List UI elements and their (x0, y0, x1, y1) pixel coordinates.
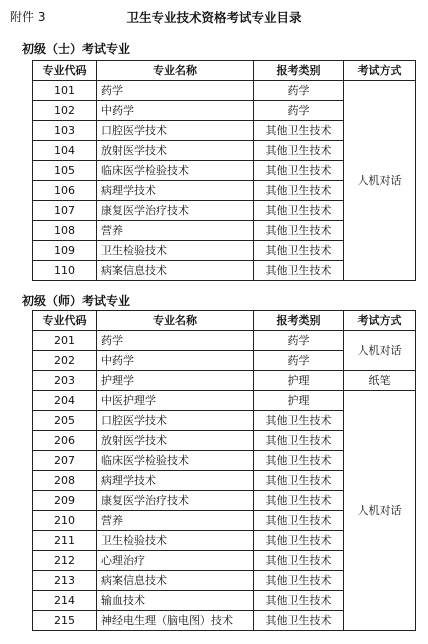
specialty-name: 药学 (97, 81, 254, 101)
specialty-name: 护理学 (97, 371, 254, 391)
specialty-name: 卫生检验技术 (97, 531, 254, 551)
specialty-name: 放射医学技术 (97, 141, 254, 161)
specialty-code: 209 (33, 491, 97, 511)
exam-category: 药学 (254, 101, 344, 121)
specialty-name: 口腔医学技术 (97, 411, 254, 431)
exam-category: 其他卫生技术 (254, 531, 344, 551)
specialty-name: 病案信息技术 (97, 571, 254, 591)
specialty-name: 药学 (97, 331, 254, 351)
specialty-name: 营养 (97, 511, 254, 531)
header-name: 专业名称 (97, 61, 254, 81)
specialty-code: 104 (33, 141, 97, 161)
specialty-code: 214 (33, 591, 97, 611)
exam-table-junior-shi (32, 60, 416, 281)
exam-category: 其他卫生技术 (254, 121, 344, 141)
exam-category: 药学 (254, 81, 344, 101)
exam-category: 其他卫生技术 (254, 571, 344, 591)
specialty-code: 208 (33, 471, 97, 491)
specialty-code: 202 (33, 351, 97, 371)
specialty-code: 215 (33, 611, 97, 631)
specialty-name: 神经电生理（脑电图）技术 (97, 611, 254, 631)
exam-category: 其他卫生技术 (254, 181, 344, 201)
specialty-name: 病案信息技术 (97, 261, 254, 281)
specialty-name: 口腔医学技术 (97, 121, 254, 141)
table-body (33, 81, 416, 281)
specialty-name: 临床医学检验技术 (97, 451, 254, 471)
exam-category: 其他卫生技术 (254, 411, 344, 431)
specialty-name: 中药学 (97, 101, 254, 121)
specialty-name: 康复医学治疗技术 (97, 491, 254, 511)
exam-category: 药学 (254, 331, 344, 351)
appendix-label: 附件 3 (10, 10, 46, 24)
exam-category: 其他卫生技术 (254, 261, 344, 281)
exam-category: 其他卫生技术 (254, 141, 344, 161)
exam-category: 其他卫生技术 (254, 491, 344, 511)
table-header-row (33, 311, 416, 331)
exam-category: 其他卫生技术 (254, 511, 344, 531)
exam-category: 其他卫生技术 (254, 471, 344, 491)
table-body (33, 331, 416, 631)
section-title-junior-shi: 初级（士）考试专业 (22, 42, 131, 56)
specialty-code: 107 (33, 201, 97, 221)
specialty-code: 205 (33, 411, 97, 431)
specialty-code: 211 (33, 531, 97, 551)
specialty-name: 输血技术 (97, 591, 254, 611)
exam-method: 纸笔 (344, 371, 416, 391)
specialty-name: 卫生检验技术 (97, 241, 254, 261)
header-category: 报考类别 (254, 61, 344, 81)
exam-category: 药学 (254, 351, 344, 371)
specialty-name: 中医护理学 (97, 391, 254, 411)
specialty-name: 康复医学治疗技术 (97, 201, 254, 221)
exam-method: 人机对话 (344, 391, 416, 631)
exam-category: 其他卫生技术 (254, 591, 344, 611)
header-method: 考试方式 (344, 311, 416, 331)
header-method: 考试方式 (344, 61, 416, 81)
exam-category: 其他卫生技术 (254, 611, 344, 631)
table-row (33, 331, 416, 351)
specialty-name: 中药学 (97, 351, 254, 371)
document-title: 卫生专业技术资格考试专业目录 (126, 10, 302, 25)
specialty-name: 病理学技术 (97, 181, 254, 201)
specialty-code: 110 (33, 261, 97, 281)
specialty-code: 103 (33, 121, 97, 141)
header-code: 专业代码 (33, 61, 97, 81)
section-title-junior-shi-teacher: 初级（师）考试专业 (22, 294, 131, 308)
exam-category: 其他卫生技术 (254, 201, 344, 221)
specialty-name: 放射医学技术 (97, 431, 254, 451)
specialty-code: 105 (33, 161, 97, 181)
specialty-code: 207 (33, 451, 97, 471)
exam-category: 护理 (254, 371, 344, 391)
specialty-name: 营养 (97, 221, 254, 241)
specialty-name: 心理治疗 (97, 551, 254, 571)
specialty-code: 212 (33, 551, 97, 571)
exam-category: 其他卫生技术 (254, 161, 344, 181)
specialty-name: 临床医学检验技术 (97, 161, 254, 181)
specialty-code: 201 (33, 331, 97, 351)
exam-category: 其他卫生技术 (254, 451, 344, 471)
exam-category: 护理 (254, 391, 344, 411)
exam-category: 其他卫生技术 (254, 551, 344, 571)
table-row (33, 81, 416, 101)
table-row (33, 391, 416, 411)
specialty-code: 210 (33, 511, 97, 531)
header-category: 报考类别 (254, 311, 344, 331)
exam-method: 人机对话 (344, 331, 416, 371)
exam-category: 其他卫生技术 (254, 241, 344, 261)
specialty-code: 206 (33, 431, 97, 451)
exam-category: 其他卫生技术 (254, 431, 344, 451)
specialty-code: 101 (33, 81, 97, 101)
specialty-code: 213 (33, 571, 97, 591)
exam-method: 人机对话 (344, 81, 416, 281)
header-name: 专业名称 (97, 311, 254, 331)
table-header-row (33, 61, 416, 81)
specialty-name: 病理学技术 (97, 471, 254, 491)
header-code: 专业代码 (33, 311, 97, 331)
exam-category: 其他卫生技术 (254, 221, 344, 241)
specialty-code: 204 (33, 391, 97, 411)
specialty-code: 109 (33, 241, 97, 261)
table-row (33, 371, 416, 391)
specialty-code: 108 (33, 221, 97, 241)
specialty-code: 203 (33, 371, 97, 391)
specialty-code: 106 (33, 181, 97, 201)
specialty-code: 102 (33, 101, 97, 121)
exam-table-junior-shi-teacher (32, 310, 416, 631)
